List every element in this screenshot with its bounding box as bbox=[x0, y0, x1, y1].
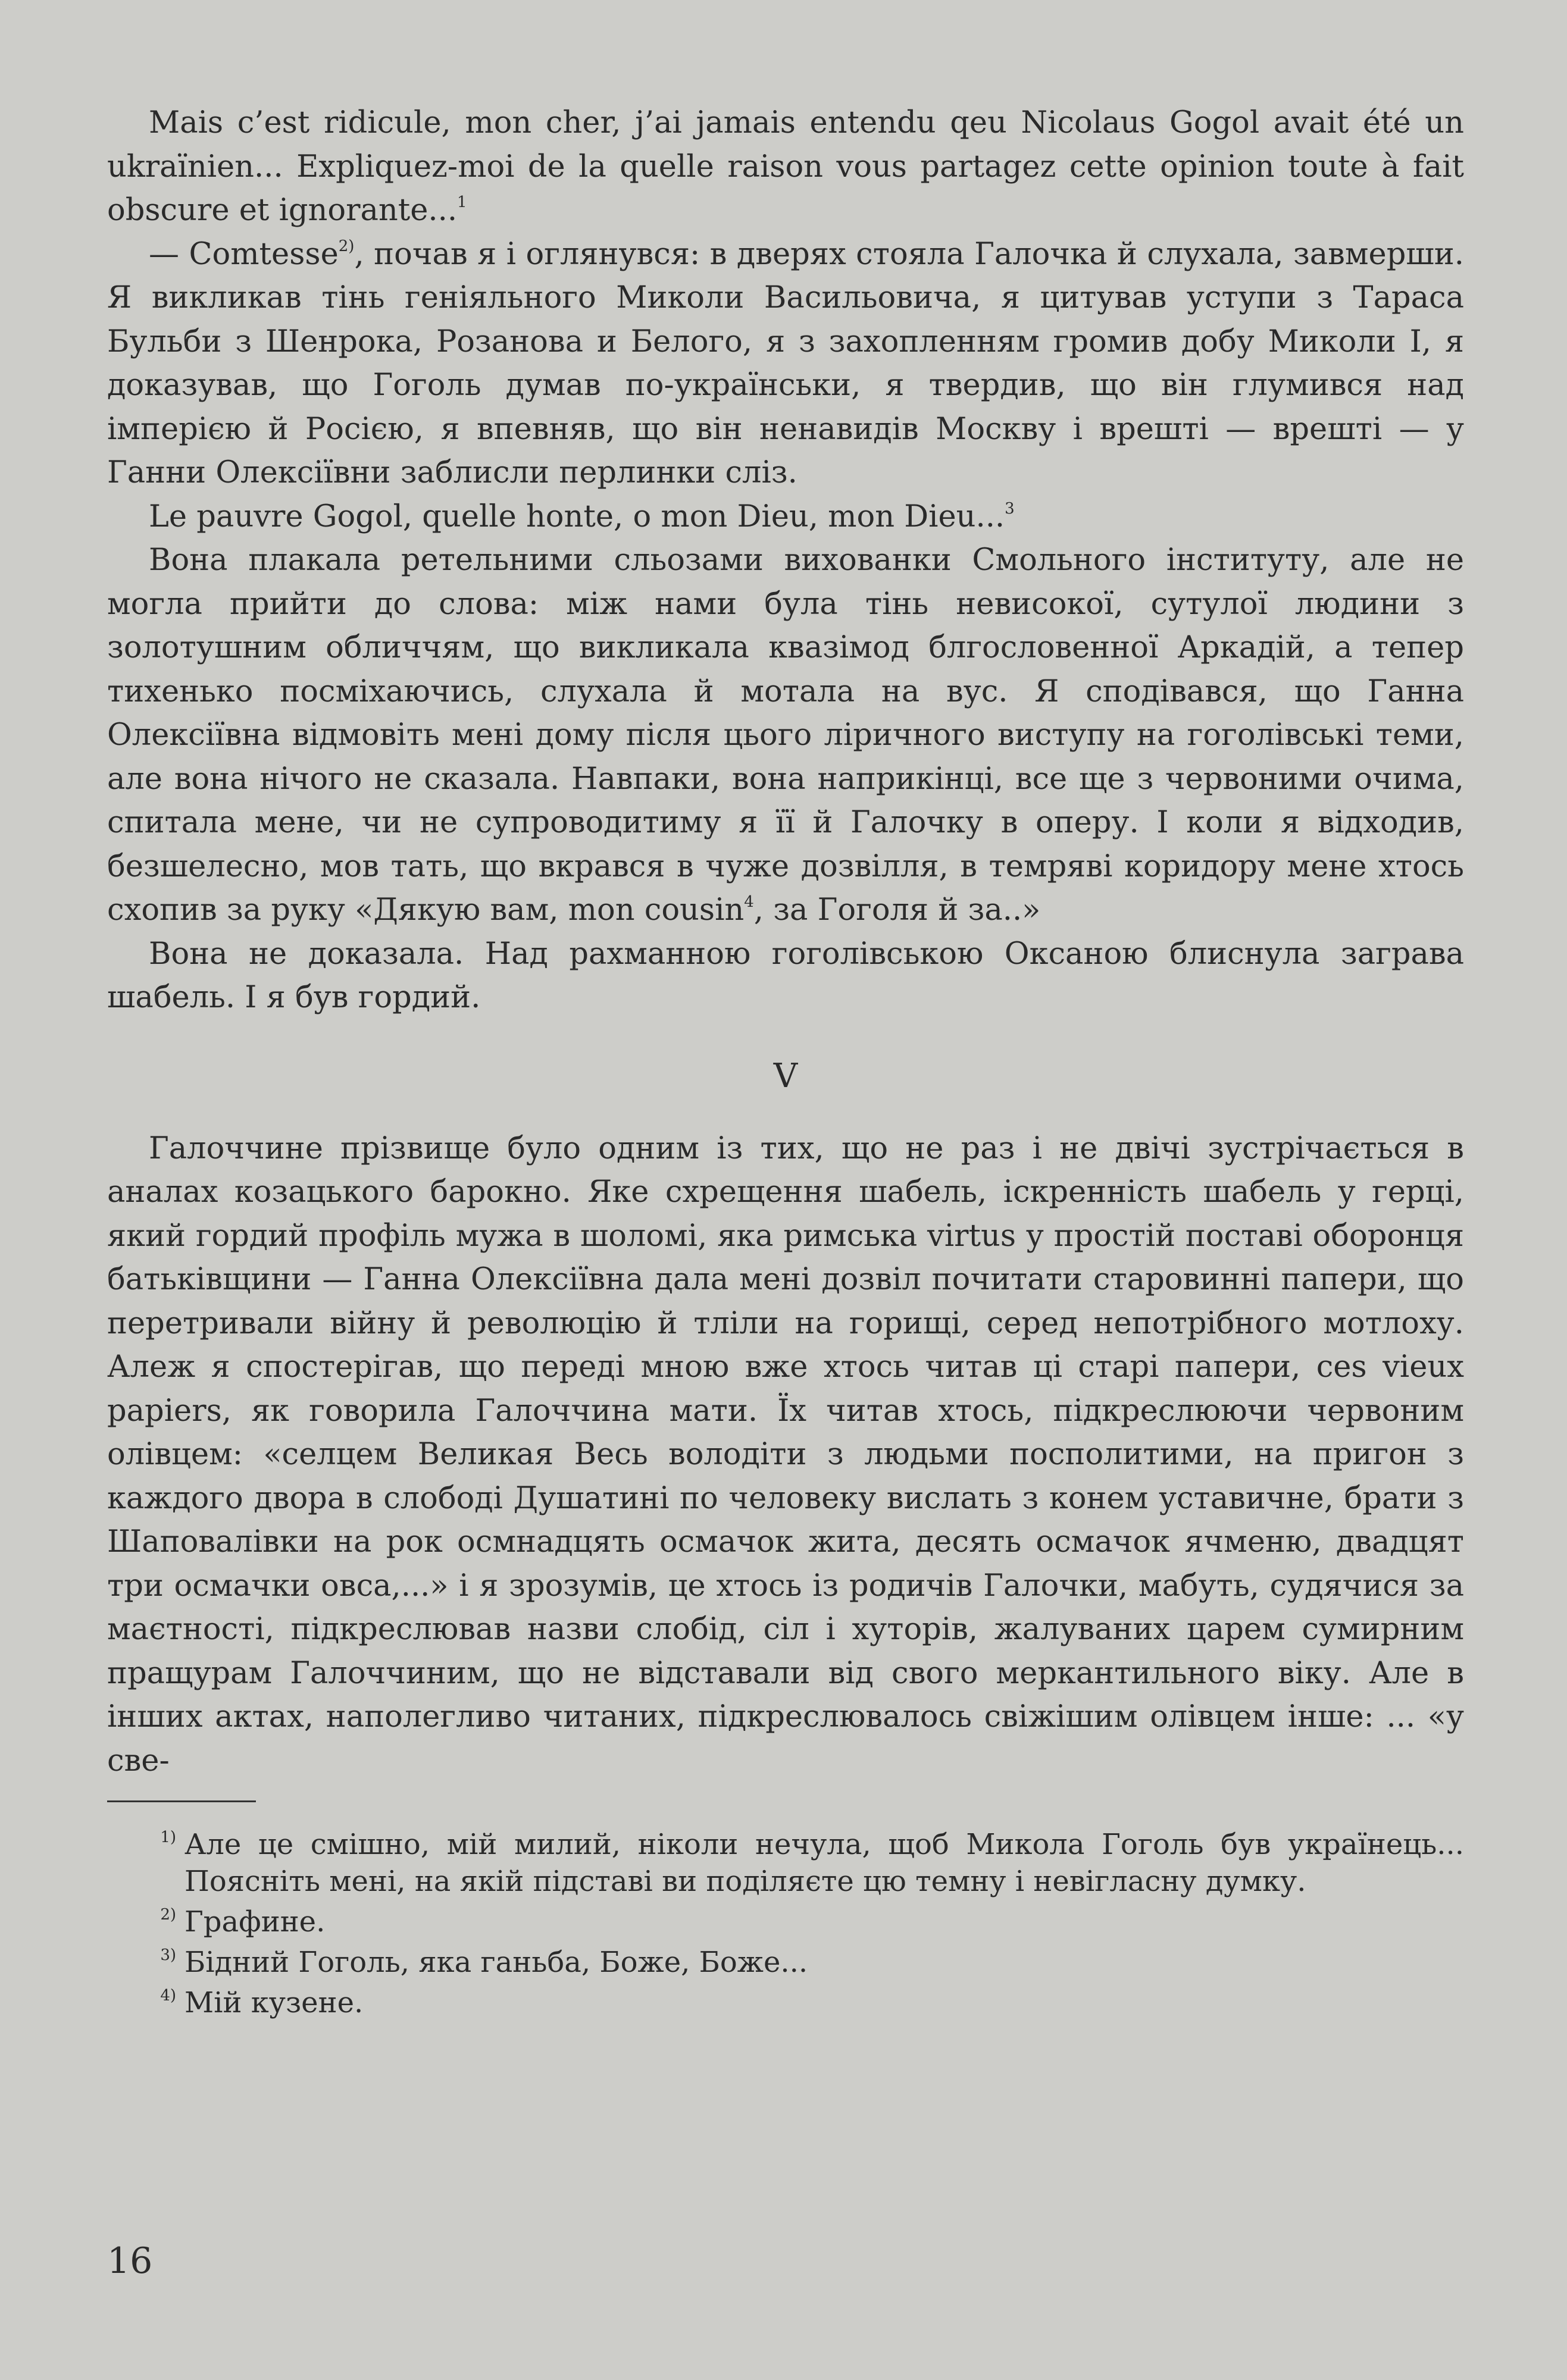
paragraph-comtesse bbox=[107, 233, 1464, 495]
footnote-number bbox=[107, 1984, 184, 2021]
paragraph-text: Le pauvre Gogol, quelle honte, o mon Dieu, mon Dieu... bbox=[149, 499, 1005, 534]
footnote-number-text: 2) bbox=[160, 1906, 176, 1924]
footnote-3 bbox=[107, 1944, 1464, 1981]
paragraph-crying bbox=[107, 538, 1464, 932]
footnote-text: Бідний Гоголь, яка ганьба, Боже, Боже... bbox=[184, 1946, 808, 1979]
footnote-number-text: 3) bbox=[160, 1946, 176, 1964]
paragraph-text: Вона не доказала. Над рахманною гоголівською Оксаною блиснула заграва шабель. І я був гордий. bbox=[107, 936, 1464, 1015]
paragraph-text: — Comtesse bbox=[149, 236, 339, 272]
paragraph-text-cont: , за Гоголя й за..» bbox=[753, 892, 1041, 928]
paragraph-text: Вона плакала ретельними сльозами вихованки Смольного інституту, але не могла прийти до слова: між нами була тінь невисокої, сутулої людини з золотушним обличчям, що викликала квазімод блгословенної Аркадій, а тепер тихенько посміхаючись, слухала й мотала на вус. Я сподівався, що Ганна Олексіївна відмовіть мені дому після цього ліричного виступу на гоголівські теми, але вона нічого не сказала. Навпаки, вона наприкінці, все ще з червоними очима, спитала мене, чи не супроводитиму я її й Галочку в оперу. І коли я відходив, безшелесно, мов тать, що вкрався в чуже дозвілля, в темряві коридору мене хтось схопив за руку «Дякую вам, mon cousin bbox=[107, 543, 1464, 928]
footnote-ref: 3 bbox=[1005, 499, 1015, 518]
footnote-number-text: 1) bbox=[160, 1828, 176, 1846]
paragraph-proud bbox=[107, 932, 1464, 1020]
paragraph-french-2 bbox=[107, 495, 1464, 539]
footnote-2 bbox=[107, 1903, 1464, 1940]
footnote-1 bbox=[107, 1826, 1464, 1900]
footnote-number bbox=[107, 1826, 184, 1900]
footnote-text: Але це смішно, мій милий, ніколи нечула, щоб Микола Гоголь був українець... Поясніть мені, на якій підставі ви поділяєте цю темну і невігласну думку. bbox=[184, 1828, 1464, 1898]
book-page bbox=[107, 101, 1464, 2025]
paragraph-section-v: Галоччине прізвище було одним із тих, що не раз і не двічі зустрічається в аналах козацького барокно. Яке схрещення шабель, іскренність шабель у герці, який гордий профіль мужа в шоломі, яка римська virtus у простій поставі оборонця батьківщини — Ганна Олексіївна дала мені дозвіл почитати старовинні папери, що перетривали війну й революцію й тліли на горищі, серед непотрібного мотлоху. Алеж я спостерігав, що переді мною вже хтось читав ці старі папери, ces vieux papiers, як говорила Галоччина мати. Їх читав хтось, підкреслюючи червоним олівцем: «селцем Великая Весь володіти з людьми посполитими, на пригон з каждого двора в слободі Душатині по человеку вислать з конем уставичне, брати з Шаповалівки на рок осмнадцять осмачок жита, десять осмачок ячменю, двадцят три осмачки овса,...» і я зрозумів, це хтось із родичів Галочки, мабуть, судячися за маєтності, підкреслював назви слобід, сіл і хуторів, жалуваних царем сумирним пращурам Галоччиним, що не відставали від свого меркантильного віку. Але в інших актах, наполегливо читаних, підкреслювалось свіжішим олівцем інше: ... «у све- bbox=[107, 1130, 1464, 1778]
footnote-divider bbox=[107, 1800, 256, 1802]
page-number: 16 bbox=[107, 2240, 153, 2282]
section-text bbox=[107, 1127, 1464, 1783]
footnote-4 bbox=[107, 1984, 1464, 2021]
footnote-text: Графине. bbox=[184, 1905, 326, 1939]
paragraph-french-1 bbox=[107, 101, 1464, 233]
footnote-ref: 4 bbox=[744, 893, 754, 911]
footnote-number bbox=[107, 1903, 184, 1940]
section-heading: V bbox=[773, 1056, 798, 1095]
footnote-ref: 1 bbox=[457, 193, 467, 211]
paragraph-text-cont: , почав я і оглянувся: в дверях стояла Галочка й слухала, завмерши. Я викликав тінь геніяльного Миколи Васильовича, я цитував уступи з Тараса Бульби з Шенрока, Розанова и Белого, я з захопленням громив добу Миколи І, я доказував, що Гоголь думав по-українськи, я твердив, що він глумився над імперією й Росією, я впевняв, що він ненавидів Москву і врешті — врешті — у Ганни Олексіївни заблисли перлинки сліз. bbox=[107, 236, 1464, 490]
paragraph-text: Mais c’est ridicule, mon cher, j’ai jamais entendu qeu Nicolaus Gogol avait été un ukraïnien... Expliquez-moi de la quelle raison vous partagez cette opinion toute à fait obscure et ignorante... bbox=[107, 105, 1464, 228]
footnotes bbox=[107, 1826, 1464, 2021]
footnote-ref: 2) bbox=[338, 237, 355, 255]
footnote-text: Мій кузене. bbox=[184, 1986, 364, 2019]
main-text bbox=[107, 101, 1464, 1020]
footnote-number-text: 4) bbox=[160, 1987, 176, 2005]
footnote-number bbox=[107, 1944, 184, 1981]
